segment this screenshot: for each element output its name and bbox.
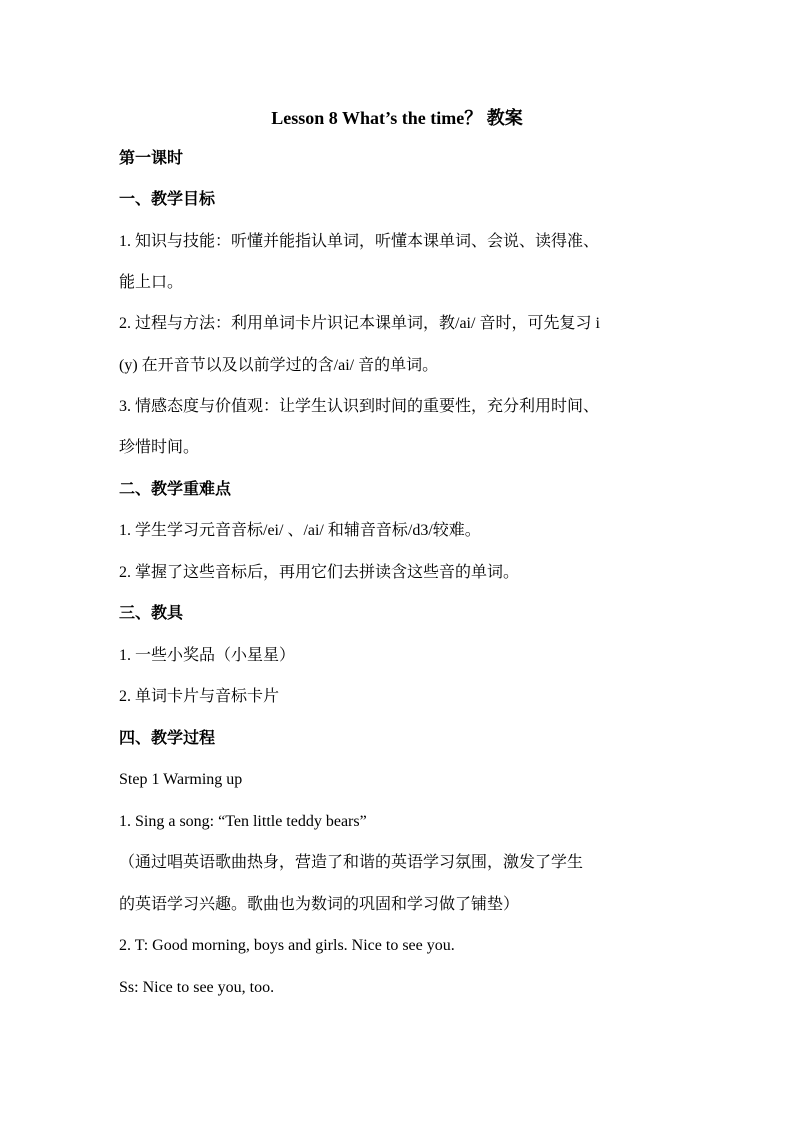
objective-3-line2: 珍惜时间。 xyxy=(119,439,200,456)
key-points-heading: 二、教学重难点 xyxy=(119,481,232,498)
tool-2: 2. 单词卡片与音标卡片 xyxy=(119,688,280,705)
step-1-note-line1: （通过唱英语歌曲热身，营造了和谐的英语学习氛围，激发了学生 xyxy=(119,854,584,871)
step-1-item-1: 1. Sing a song: “Ten little teddy bears” xyxy=(119,813,367,830)
objectives-heading: 一、教学目标 xyxy=(119,191,216,208)
objective-2-line1: 2. 过程与方法：利用单词卡片识记本课单词，教/ai/ 音时，可先复习 i xyxy=(119,315,600,332)
step-1-reply: Ss: Nice to see you, too. xyxy=(119,979,275,996)
document-title: Lesson 8 What’s the time？ 教案 xyxy=(271,108,523,128)
key-point-2: 2. 掌握了这些音标后，再用它们去拼读含这些音的单词。 xyxy=(119,564,520,581)
objective-2-line2: (y) 在开音节以及以前学过的含/ai/ 音的单词。 xyxy=(119,357,439,374)
objective-3-line1: 3. 情感态度与价值观：让学生认识到时间的重要性，充分利用时间、 xyxy=(119,398,600,415)
step-1-note-line2: 的英语学习兴趣。歌曲也为数词的巩固和学习做了铺垫） xyxy=(119,896,520,913)
tool-1: 1. 一些小奖品（小星星） xyxy=(119,647,296,664)
key-point-1: 1. 学生学习元音音标/ei/ 、/ai/ 和辅音音标/d3/较难。 xyxy=(119,522,481,539)
step-1-item-2: 2. T: Good morning, boys and girls. Nice to see you. xyxy=(119,937,455,954)
objective-1-line2: 能上口。 xyxy=(119,274,184,291)
step-1-heading: Step 1 Warming up xyxy=(119,771,243,788)
tools-heading: 三、教具 xyxy=(119,605,184,622)
lesson-heading: 第一课时 xyxy=(119,150,184,167)
process-heading: 四、教学过程 xyxy=(119,730,216,747)
objective-1-line1: 1. 知识与技能：听懂并能指认单词，听懂本课单词、会说、读得准、 xyxy=(119,233,600,250)
